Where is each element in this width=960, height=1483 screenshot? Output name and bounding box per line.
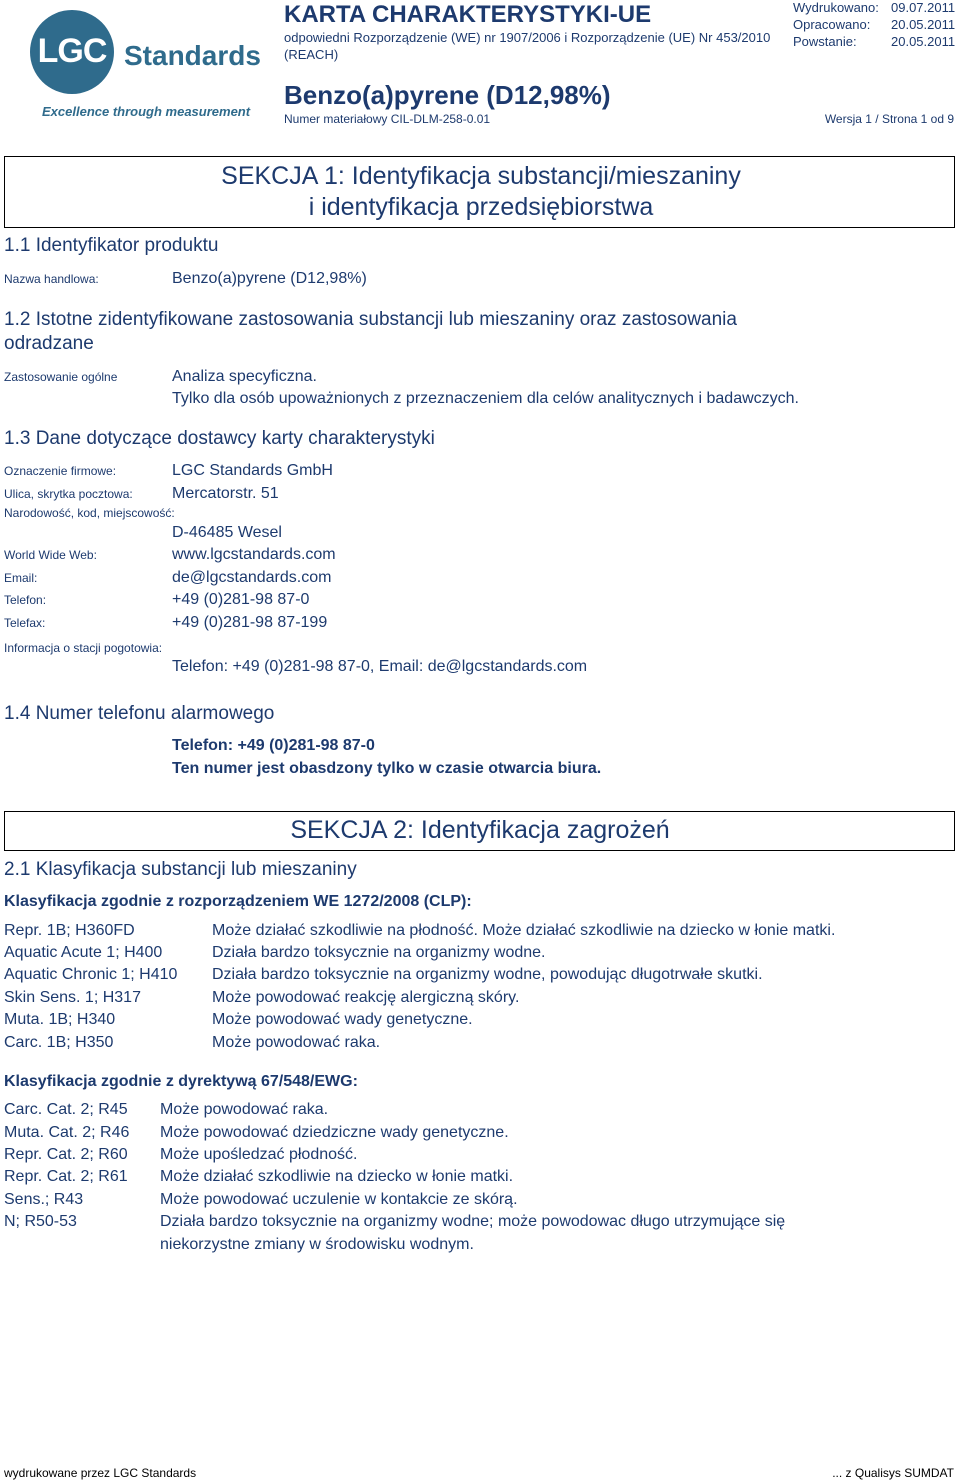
regulation-line: odpowiedni Rozporządzenie (WE) nr 1907/2006 i Rozporządzenie (UE) Nr 453/2010 [284,30,771,45]
material-number: Numer materiałowy CIL-DLM-258-0.01 [284,112,491,126]
printed-label: Wydrukowano: [793,0,879,15]
s12-heading-line1: 1.2 Istotne zidentyfikowane zastosowania substancji lub mieszaniny oraz zastosowania [4,309,737,330]
company-value: LGC Standards GmbH [172,462,333,479]
city-label: Narodowość, kod, miejscowość: [4,506,175,520]
reach-label: (REACH) [284,47,339,62]
street-value: Mercatorstr. 51 [172,485,279,502]
dsd-text: Może powodować uczulenie w kontakcie ze skórą. [160,1191,518,1208]
dsd-text-continuation: niekorzystne zmiany w środowisku wodnym. [160,1236,474,1253]
dsd-text: Może upośledzać płodność. [160,1146,358,1163]
web-link[interactable]: www.lgcstandards.com [172,546,336,563]
phone-label: Telefon: [4,593,47,607]
email-label: Email: [4,571,38,585]
footer-printed-by: wydrukowane przez LGC Standards [4,1466,197,1480]
s13-heading: 1.3 Dane dotyczące dostawcy karty charakterystyki [4,428,435,449]
fax-value: +49 (0)281-98 87-199 [172,614,328,631]
emergency-info-value: Telefon: +49 (0)281-98 87-0, Email: de@lgcstandards.com [172,658,588,675]
s14-heading: 1.4 Numer telefonu alarmowego [4,703,275,724]
city-value: D-46485 Wesel [172,524,282,541]
s12-heading-line2: odradzane [4,333,94,354]
clp-code: Aquatic Acute 1; H400 [4,944,163,961]
clp-text: Działa bardzo toksycznie na organizmy wodne. [212,944,546,961]
clp-code: Repr. 1B; H360FD [4,922,135,939]
dsd-text: Może powodować raka. [160,1101,329,1118]
dsd-heading: Klasyfikacja zgodnie z dyrektywą 67/548/EWG: [4,1073,358,1090]
dsd-code: Repr. Cat. 2; R61 [4,1168,128,1185]
clp-text: Działa bardzo toksycznie na organizmy wodne, powodując długotrwałe skutki. [212,966,763,983]
clp-text: Może działać szkodliwie na płodność. Może działać szkodliwie na dziecko w łonie matki. [212,922,836,939]
prepared-date: 20.05.2011 [891,17,956,32]
dsd-code: Sens.; R43 [4,1191,84,1208]
prepared-label: Opracowano: [793,17,871,32]
footer-source: ... z Qualisys SUMDAT [832,1466,954,1480]
dsd-code: Repr. Cat. 2; R60 [4,1146,128,1163]
trade-name-label: Nazwa handlowa: [4,272,99,286]
trade-name-value: Benzo(a)pyrene (D12,98%) [172,270,367,287]
section2-title: SEKCJA 2: Identyfikacja zagrożeń [290,816,670,844]
alarm-phone: Telefon: +49 (0)281-98 87-0 [172,737,375,754]
dsd-code: N; R50-53 [4,1213,77,1230]
printed-date: 09.07.2011 [891,0,956,15]
email-link[interactable]: de@lgcstandards.com [172,569,332,586]
general-use-label: Zastosowanie ogólne [4,370,118,384]
section1-title-line1: SEKCJA 1: Identyfikacja substancji/mieszaniny [221,162,741,190]
phone-value: +49 (0)281-98 87-0 [172,591,310,608]
general-use-line2: Tylko dla osób upoważnionych z przeznaczeniem dla celów analitycznych i badawczych. [172,390,799,407]
lgc-logo [30,10,261,94]
clp-code: Skin Sens. 1; H317 [4,989,141,1006]
alarm-hours-note: Ten numer jest obasdzony tylko w czasie otwarcia biura. [172,760,602,777]
clp-heading: Klasyfikacja zgodnie z rozporządzeniem WE 1272/2008 (CLP): [4,893,472,910]
s11-heading: 1.1 Identyfikator produktu [4,235,219,256]
clp-text: Może powodować wady genetyczne. [212,1011,473,1028]
web-label: World Wide Web: [4,548,97,562]
clp-text: Może powodować raka. [212,1034,381,1051]
clp-code: Aquatic Chronic 1; H410 [4,966,178,983]
street-label: Ulica, skrytka pocztowa: [4,487,133,501]
created-label: Powstanie: [793,34,857,49]
fax-label: Telefax: [4,616,46,630]
emergency-info-label: Informacja o stacji pogotowia: [4,641,163,655]
clp-text: Może powodować reakcję alergiczną skóry. [212,989,520,1006]
document-title: KARTA CHARAKTERYSTYKI-UE [284,1,652,28]
version-page: Wersja 1 / Strona 1 od 9 [824,112,954,126]
logo-lgc-text: LGC [37,32,107,70]
clp-code: Carc. 1B; H350 [4,1034,114,1051]
dsd-text: Może powodować dziedziczne wady genetyczne. [160,1124,509,1141]
clp-code: Muta. 1B; H340 [4,1011,116,1028]
created-date: 20.05.2011 [891,34,956,49]
product-title: Benzo(a)pyrene (D12,98%) [284,80,611,110]
dsd-code: Muta. Cat. 2; R46 [4,1124,130,1141]
dsd-code: Carc. Cat. 2; R45 [4,1101,128,1118]
company-label: Oznaczenie firmowe: [4,464,117,478]
dsd-text: Może działać szkodliwie na dziecko w łonie matki. [160,1168,514,1185]
tagline: Excellence through measurement [42,104,251,119]
logo-standards-text: Standards [124,40,261,71]
dsd-text: Działa bardzo toksycznie na organizmy wodne; może powodowac długo utrzymujące się [160,1213,786,1230]
s21-heading: 2.1 Klasyfikacja substancji lub mieszaniny [4,859,357,880]
section1-title-line2: i identyfikacja przedsiębiorstwa [308,193,654,221]
general-use-line1: Analiza specyficzna. [172,368,317,385]
